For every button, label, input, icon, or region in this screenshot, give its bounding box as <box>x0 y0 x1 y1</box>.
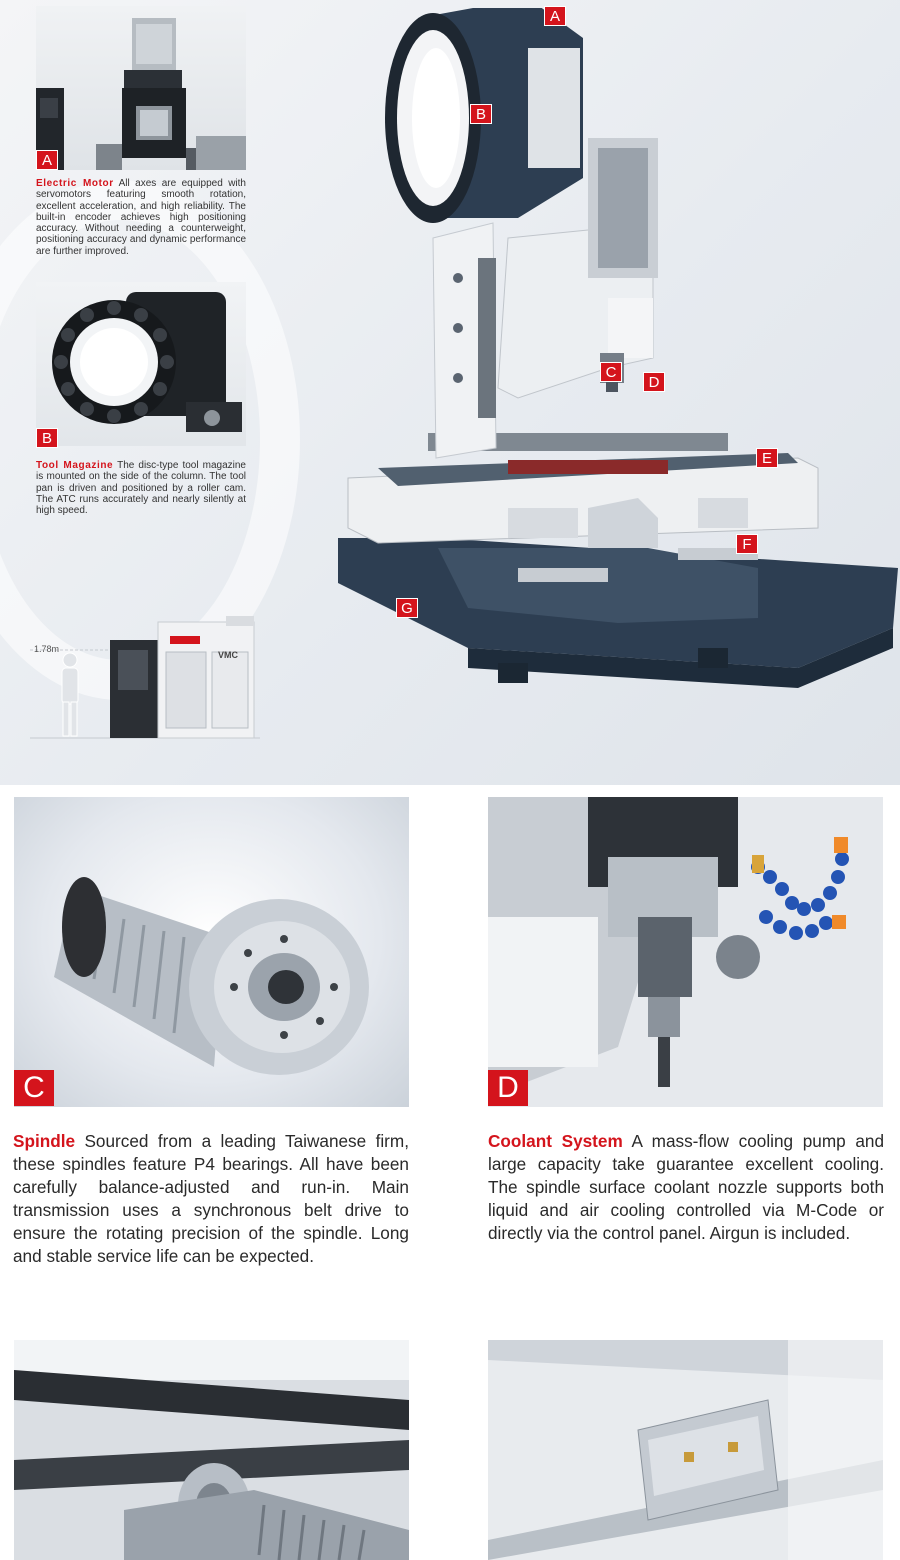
coolant-illustration <box>488 797 883 1107</box>
tool-magazine-description: The disc-type tool magazine is mounted on the side of the column. The tool pan is driven and positioned by a roller cam. The ATC runs accurately and nearly silently at high speed. <box>36 460 246 517</box>
scale-comparison <box>30 612 260 742</box>
electric-motor-title: Electric Motor <box>36 178 114 189</box>
electric-motor-illustration <box>36 6 246 170</box>
linear-guide-photo <box>488 1340 883 1560</box>
coolant-badge: D <box>488 1070 528 1106</box>
tool-magazine-illustration <box>36 282 246 446</box>
machine-model-label: VMC <box>218 650 238 660</box>
tool-magazine-caption <box>36 460 246 516</box>
spindle-illustration <box>14 797 409 1107</box>
electric-motor-caption <box>36 178 246 257</box>
height-label: 1.78m <box>34 644 60 654</box>
spindle-description: Sourced from a leading Taiwanese firm, these spindles feature P4 bearings. All have been carefully balance-adjusted and run-in. Main transmission uses a synchronous belt drive to ensure the rotating precision of the spindle. Long and stable service life can be expected. <box>13 1131 409 1266</box>
ball-screw-photo <box>14 1340 409 1560</box>
electric-motor-description: All axes are equipped with servomotors featuring smooth rotation, excellent acceleration, and high reliability. The built-in encoder achieves high positioning accuracy. Without needing a counterweight, positioning accuracy and dynamic performance are further improved. <box>36 178 246 257</box>
callout-a: A <box>544 6 566 26</box>
electric-motor-photo <box>36 6 246 170</box>
callout-c: C <box>600 362 622 382</box>
callout-g: G <box>396 598 418 618</box>
spindle-title: Spindle <box>13 1131 76 1151</box>
coolant-paragraph <box>488 1130 884 1245</box>
motor-callout-badge: A <box>36 150 58 170</box>
callout-e: E <box>756 448 778 468</box>
tool-magazine-title: Tool Magazine <box>36 460 114 471</box>
callout-d: D <box>643 372 665 392</box>
tool-magazine-photo <box>36 282 246 446</box>
coolant-title: Coolant System <box>488 1131 623 1151</box>
spindle-paragraph <box>13 1130 409 1268</box>
coolant-system-photo <box>488 797 883 1107</box>
spindle-badge: C <box>14 1070 54 1106</box>
magazine-callout-badge: B <box>36 428 58 448</box>
callout-b: B <box>470 104 492 124</box>
coolant-description: A mass-flow cooling pump and large capacity take guarantee excellent cooling. The spindle surface coolant nozzle supports both liquid and air cooling controlled via M-Code or directly via the control panel. Airgun is included. <box>488 1131 885 1243</box>
scale-illustration <box>30 612 260 742</box>
linear-guide-illustration <box>488 1340 883 1560</box>
ball-screw-illustration <box>14 1340 409 1560</box>
spindle-photo <box>14 797 409 1107</box>
callout-f: F <box>736 534 758 554</box>
